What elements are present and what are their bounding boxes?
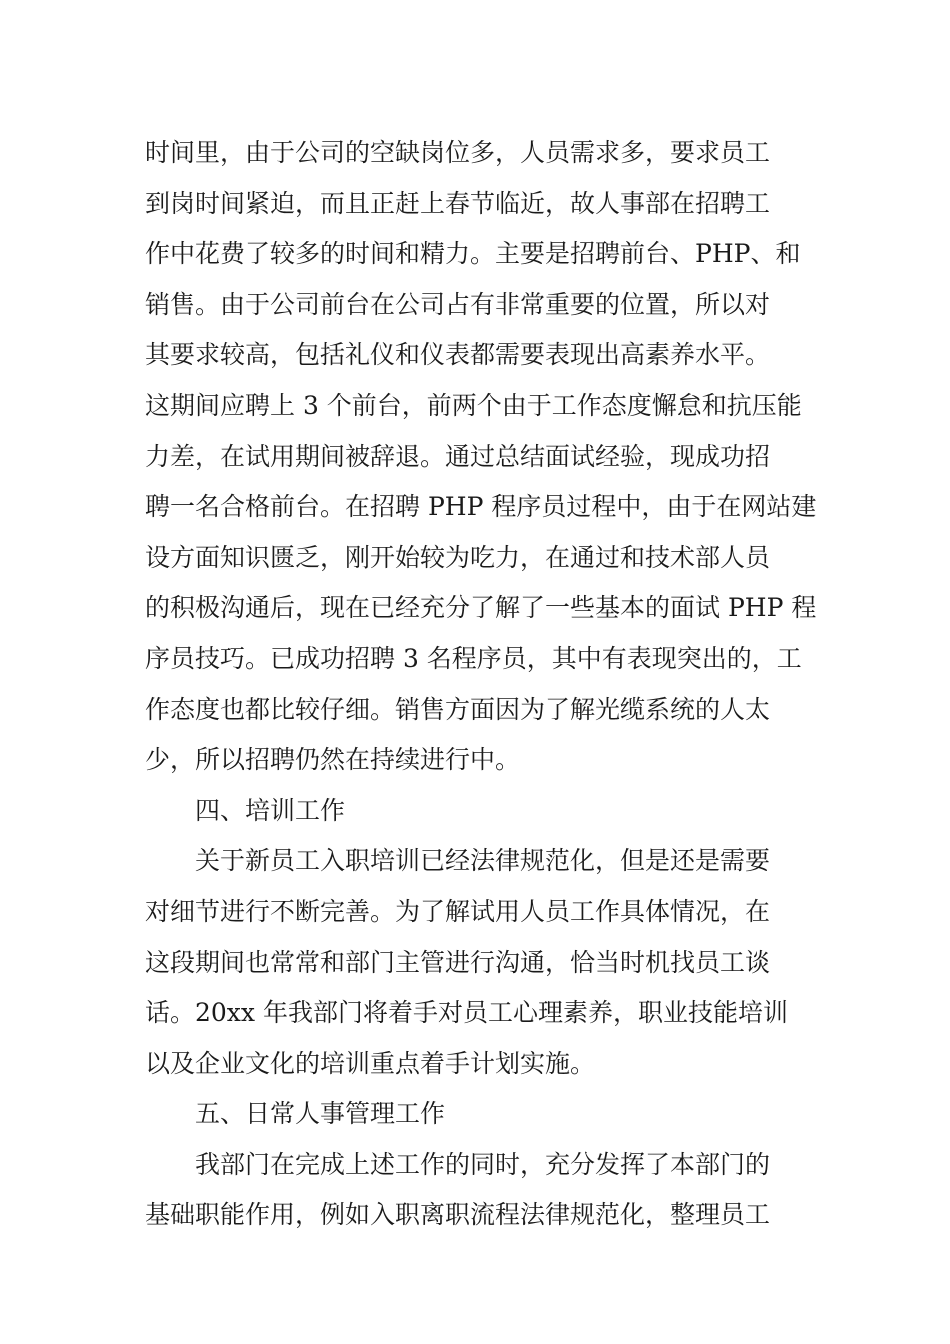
text-line: 五、日常人事管理工作 — [195, 1099, 446, 1129]
text-line: 我部门在完成上述工作的同时，充分发挥了本部门的 — [195, 1149, 771, 1179]
text-line: 的积极沟通后，现在已经充分了解了一些基本的面试 PHP 程 — [145, 593, 817, 623]
text-line: 少，所以招聘仍然在持续进行中。 — [145, 745, 521, 775]
text-line: 作态度也都比较仔细。销售方面因为了解光缆系统的人太 — [145, 694, 771, 724]
text-line: 力差，在试用期间被辞退。通过总结面试经验，现成功招 — [145, 441, 771, 471]
text-line: 四、培训工作 — [195, 795, 346, 825]
text-line: 关于新员工入职培训已经法律规范化，但是还是需要 — [195, 846, 771, 876]
text-line: 话。20xx 年我部门将着手对员工心理素养，职业技能培训 — [145, 998, 788, 1028]
text-line: 对细节进行不断完善。为了解试用人员工作具体情况，在 — [145, 896, 771, 926]
text-line: 时间里，由于公司的空缺岗位多，人员需求多，要求员工 — [145, 138, 771, 167]
text-line: 序员技巧。已成功招聘 3 名程序员，其中有表现突出的，工 — [145, 643, 802, 673]
text-line: 其要求较高，包括礼仪和仪表都需要表现出高素养水平。 — [145, 340, 771, 370]
text-line: 到岗时间紧迫，而且正赶上春节临近，故人事部在招聘工 — [145, 188, 771, 218]
text-line: 这期间应聘上 3 个前台，前两个由于工作态度懈怠和抗压能 — [145, 390, 802, 420]
text-line: 销售。由于公司前台在公司占有非常重要的位置，所以对 — [145, 289, 771, 319]
text-line: 以及企业文化的培训重点着手计划实施。 — [145, 1048, 596, 1078]
text-line: 基础职能作用，例如入职离职流程法律规范化，整理员工 — [145, 1200, 771, 1230]
text-line: 聘一名合格前台。在招聘 PHP 程序员过程中，由于在网站建 — [145, 492, 817, 522]
text-line: 这段期间也常常和部门主管进行沟通，恰当时机找员工谈 — [145, 947, 771, 977]
text-line: 设方面知识匮乏，刚开始较为吃力，在通过和技术部人员 — [145, 542, 771, 572]
document-body — [145, 128, 815, 1241]
text-line: 作中花费了较多的时间和精力。主要是招聘前台、PHP、和 — [145, 239, 801, 269]
